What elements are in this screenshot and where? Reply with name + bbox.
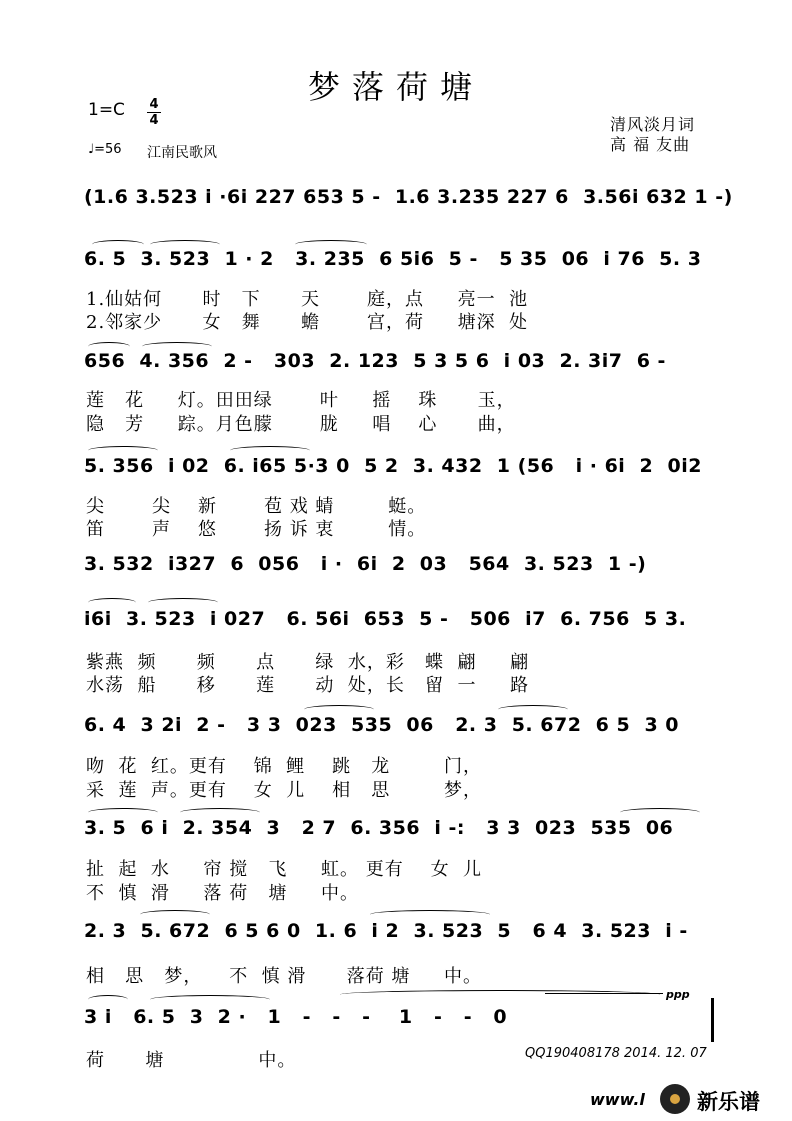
slur [88, 808, 158, 817]
lyric-line-3a: 莲 花 灯。田田绿 叶 摇 珠 玉， [86, 390, 516, 411]
composer-credit: 高 福 友曲 [610, 135, 691, 154]
key-signature: 1=C [88, 100, 125, 120]
slur [140, 910, 210, 919]
score-line-7: 6. 4 3 2i 2 - 3 3 023 535 06 2. 3 5. 672 6 5 3 0 [84, 714, 679, 736]
slur [88, 995, 128, 1004]
tie [340, 990, 660, 999]
slur [295, 240, 367, 249]
lyric-line-10a: 荷 塘 中。 [86, 1050, 297, 1071]
logo-icon [660, 1084, 690, 1114]
slur [230, 446, 310, 455]
score-line-3: 656 4. 356 2 - 303 2. 123 5 3 5 6 i 03 2. 3i7 6 - [84, 350, 666, 372]
song-title: 梦落荷塘 [307, 68, 484, 106]
time-signature [147, 98, 161, 127]
slur [150, 240, 220, 249]
score-line-10: 3 i 6. 5 3 2 · 1 - - - 1 - - 0 [84, 1006, 508, 1028]
score-line-8: 3. 5 6 i 2. 354 3 2 7 6. 356 i -: 3 3 023 535 06 [84, 817, 674, 839]
slur [150, 995, 270, 1004]
lyric-line-6b: 水荡 船 移 莲 动 处，长 留 一 路 [86, 675, 530, 696]
lyric-line-4a: 尖 尖 新 苞 戏 蜻 蜓。 [86, 496, 427, 517]
tempo-marking: ♩=56 [88, 142, 122, 157]
slur [304, 705, 374, 714]
lyric-line-9a: 相 思 梦， 不 慎 滑 落荷 塘 中。 [86, 966, 483, 987]
score-line-6: i6i 3. 523 i 027 6. 56i 653 5 - 506 i7 6. 756 5 3. [84, 608, 687, 630]
lyricist-credit: 清风淡月词 [610, 115, 696, 134]
lyric-line-8a: 扯 起 水 帘 搅 飞 虹。 更有 女 儿 [86, 859, 483, 880]
site-url: www.l [590, 1090, 645, 1109]
slur [88, 598, 136, 607]
time-signature-bottom: 4 [149, 113, 159, 128]
time-signature-top: 4 [149, 97, 159, 112]
lyric-line-4b: 笛 声 悠 扬 诉 衷 情。 [86, 519, 427, 540]
score-line-1: (1.6 3.523 i ·6i 227 653 5 - 1.6 3.235 227 6 3.56i 632 1 -) [84, 186, 733, 208]
slur [180, 808, 260, 817]
score-line-2: 6. 5 3. 523 1 · 2 3. 235 6 5i6 5 - 5 35 06 i 76 5. 3 [84, 248, 702, 270]
final-barline [711, 998, 714, 1042]
lyric-line-6a: 紫燕 频 频 点 绿 水，彩 蝶 翩 翩 [86, 652, 530, 673]
slur [148, 598, 218, 607]
slur [88, 342, 130, 351]
score-line-4: 5. 356 i 02 6. i65 5·3 0 5 2 3. 432 1 (56 i · 6i 2 0i2 [84, 455, 702, 477]
slur [498, 705, 568, 714]
lyric-line-2b: 2.邻家少 女 舞 蟾 宫，荷 塘深 处 [86, 312, 529, 333]
slur [620, 808, 700, 817]
score-line-5: 3. 532 i327 6 056 i · 6i 2 03 564 3. 523 1 -) [84, 553, 647, 575]
score-line-9: 2. 3 5. 672 6 5 6 0 1. 6 i 2 3. 523 5 6 4 3. 523 i - [84, 920, 688, 942]
slur [142, 342, 212, 351]
lyric-line-7b: 采 莲 声。更有 女 儿 相 思 梦， [86, 780, 483, 801]
slur [88, 446, 158, 455]
slur [370, 910, 490, 919]
dynamic-marking: ppp [666, 988, 690, 1001]
slur [92, 240, 144, 249]
lyric-line-2a: 1.仙姑何 时 下 天 庭，点 亮一 池 [86, 289, 529, 310]
footer-id-date: QQ190408178 2014. 12. 07 [525, 1046, 707, 1061]
site-logo-text: 新乐谱 [697, 1090, 760, 1114]
lyric-line-8b: 不 慎 滑 落 荷 塘 中。 [86, 883, 359, 904]
lyric-line-7a: 吻 花 红。更有 锦 鲤 跳 龙 门， [86, 756, 483, 777]
style-marking: 江南民歌风 [147, 145, 217, 161]
lyric-line-3b: 隐 芳 踪。月色朦 胧 唱 心 曲， [86, 414, 516, 435]
